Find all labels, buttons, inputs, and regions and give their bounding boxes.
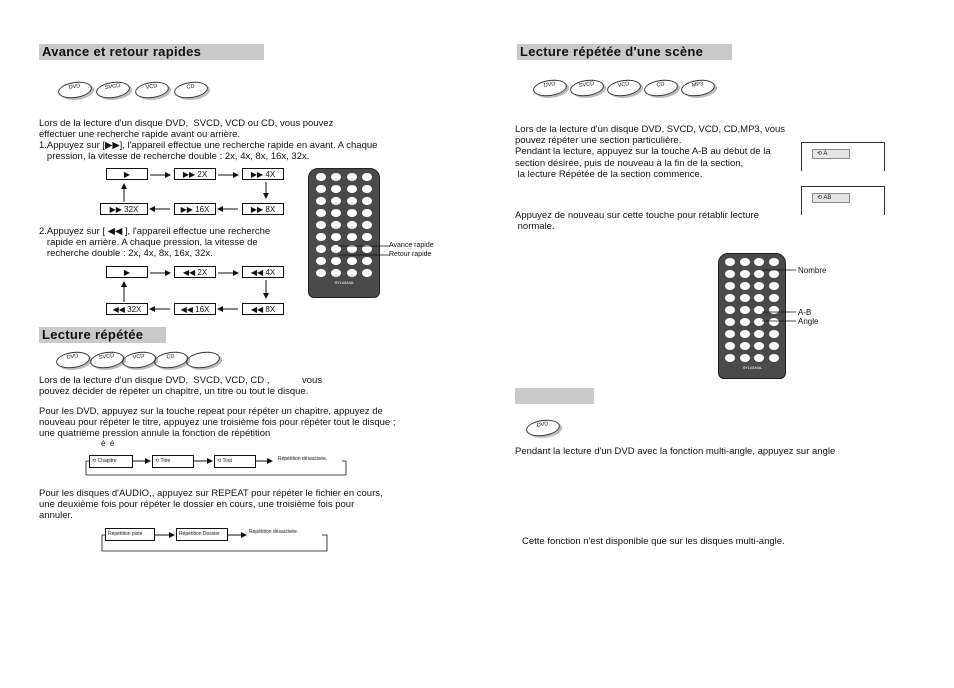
- callout-fast-rewind: Retour rapide: [389, 251, 432, 258]
- rew-icon: ◀◀: [180, 305, 193, 314]
- fast-search-intro: Lors de la lecture d'un disque DVD, SVCD, VCD ou CD, vous pouvez effectuer une recherche rapide avant ou arrière.: [39, 118, 334, 141]
- rew-box-2x: ◀◀ 2X: [174, 266, 216, 278]
- callout-angle: Angle: [798, 317, 819, 326]
- disc-icon-mp3: MP3: [680, 78, 716, 99]
- disc-icon-svcd: SVCD: [89, 350, 125, 371]
- disc-icon-vcd: VCD: [134, 80, 170, 101]
- fast-rewind-step: 2.Appuyez sur [ ◀◀ ], l'appareil effectue une recherche rapide en arrière. A chaque pression, la vitesse de recherche double : 2x, 4x, 8x, 16x, 32x.: [39, 226, 271, 260]
- stray-accents: é é: [101, 439, 115, 448]
- speed-box-16x: ▶▶ 16X: [174, 203, 216, 215]
- rew-box-32x: ◀◀ 32X: [106, 303, 148, 315]
- fast-forward-step: 1.Appuyez sur [▶▶], l'appareil effectue une recherche rapide en avant. A chaque pression, la vitesse de recherche double : 2x, 4x, 8x, 16x, 32x.: [39, 140, 378, 163]
- disc-icon-vcd: VCD: [606, 78, 642, 99]
- remote-brand: SYLVANIA: [742, 365, 762, 370]
- rew-icon: ◀◀: [250, 305, 264, 314]
- ab-repeat-cancel-text: Appuyez de nouveau sur cette touche pour rétablir lecture normale.: [515, 210, 759, 233]
- speed-box-2x: ▶▶ 2X: [174, 168, 216, 180]
- repeat-audio-text: Pour les disques d'AUDIO,, appuyez sur REPEAT pour répéter le fichier en cours, une deuxième fois pour répéter le dossier en cours, une troisième fois pour annuler.: [39, 488, 383, 522]
- repeat-intro-line2: pouvez décider de répéter un chapitre, un titre ou tout le disque.: [39, 386, 309, 397]
- rew-box-4x: ◀◀ 4X: [242, 266, 284, 278]
- ab-repeat-text: Lors de la lecture d'un disque DVD, SVCD, VCD, CD,MP3, vous pouvez répéter une section particulière. Pendant la lecture, appuyez sur la touche A-B au début de la section désirée, puis de nouveau à la fin de la section, la lecture Répétée de la section commence.: [515, 124, 786, 180]
- ff-icon: ▶▶: [180, 205, 193, 214]
- osd-a-indicator: ⟲ A: [812, 149, 850, 159]
- speed-box-4x: ▶▶ 4X: [242, 168, 284, 180]
- remote-brand: SYLVANIA: [334, 280, 354, 285]
- flow-titre: ⟲ Titre: [152, 455, 194, 468]
- flow-tout: ⟲ Tout: [214, 455, 256, 468]
- angle-note: Cette fonction n'est disponible que sur les disques multi-angle.: [522, 536, 785, 547]
- osd-screen-ab: [801, 186, 885, 215]
- osd-ab-indicator: ⟲ AB: [812, 193, 850, 203]
- section-title-repeat: Lecture répétée: [39, 327, 166, 343]
- angle-text: Pendant la lecture d'un DVD avec la fonction multi-angle, appuyez sur angle: [515, 446, 836, 457]
- rew-box-16x: ◀◀ 16X: [174, 303, 216, 315]
- rew-icon: ◀◀: [182, 268, 196, 277]
- osd-screen-a: [801, 142, 885, 171]
- rew-icon: ◀◀: [112, 305, 125, 314]
- callout-ab: A-B: [798, 308, 812, 317]
- rew-box-8x: ◀◀ 8X: [242, 303, 284, 315]
- ff-icon: ▶▶: [250, 170, 264, 179]
- speed-box-32x: ▶▶ 32X: [100, 203, 148, 215]
- ff-icon: ▶▶: [250, 205, 264, 214]
- callout-number: Nombre: [798, 266, 827, 275]
- ff-icon: ▶▶: [109, 205, 122, 214]
- disc-icon-dvd: DVD: [532, 78, 568, 99]
- disc-icon-vcd: VCD: [121, 350, 157, 371]
- disc-icon-dvd: DVD: [55, 350, 91, 371]
- remote2-callout-lines: [760, 265, 800, 325]
- disc-icon-cd: CD: [173, 80, 209, 101]
- flow-repetition-piste: Répétition piste: [105, 528, 155, 541]
- callout-fast-forward: Avance rapide: [389, 242, 434, 249]
- remote-control-image: [308, 168, 380, 298]
- speed-box-play: ▶: [106, 168, 148, 180]
- repeat-intro-line1-end: vous: [302, 375, 323, 386]
- flow-repeat-off: Répétition désactivée.: [278, 456, 328, 462]
- disc-icon-blank: [185, 350, 221, 371]
- flow-repetition-dossier: Répétition Dossier: [176, 528, 228, 541]
- rew-box-play: ▶: [106, 266, 148, 278]
- disc-icon-cd: CD: [153, 350, 189, 371]
- disc-icon-dvd: DVD: [525, 418, 561, 439]
- flow-repetition-off: Répétition désactivée.: [249, 529, 299, 535]
- flow-chapitre: ⟲ Chapitre: [89, 455, 133, 468]
- section-title-fast-search: Avance et retour rapides: [39, 44, 264, 60]
- ff-icon: ▶▶: [182, 170, 196, 179]
- disc-icon-dvd: DVD: [57, 80, 93, 101]
- section-title-angle: [515, 388, 594, 404]
- section-title-ab-repeat: Lecture répétée d'une scène: [517, 44, 732, 60]
- speed-box-8x: ▶▶ 8X: [242, 203, 284, 215]
- repeat-intro-line1: Lors de la lecture d'un disque DVD, SVCD, VCD, CD ,: [39, 375, 270, 386]
- remote-callout-lines: [336, 240, 396, 260]
- repeat-dvd-text: Pour les DVD, appuyez sur la touche repeat pour répéter un chapitre, appuyez de nouveau pour répéter le titre, appuyez une troisième fois pour répéter tout le disque ; une quatrième pression annule la fonction de répétition: [39, 406, 396, 440]
- disc-icon-cd: CD: [643, 78, 679, 99]
- disc-icon-svcd: SVCD: [569, 78, 605, 99]
- rew-icon: ◀◀: [250, 268, 264, 277]
- disc-icon-svcd: SVCD: [95, 80, 131, 101]
